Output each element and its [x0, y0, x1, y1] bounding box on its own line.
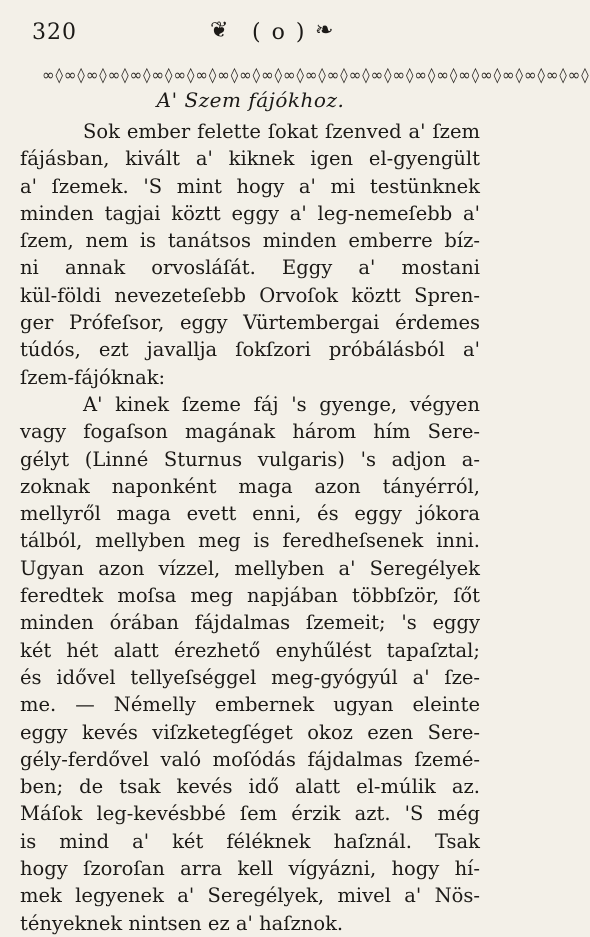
text-line: két hét alatt érezhető enyhűlést tapaſztal;	[20, 638, 480, 662]
ornamental-rule: ∞◊∞◊∞◊∞◊∞◊∞◊∞◊∞◊∞◊∞◊∞◊∞◊∞◊∞◊∞◊∞◊∞◊∞◊∞◊∞◊∞◊∞◊∞◊∞◊∞◊	[42, 66, 590, 84]
text-line: zoknak naponként maga azon tányérról,	[20, 474, 480, 498]
fleuron-right-icon: ❧	[315, 18, 334, 43]
text-line: minden tagjai köztt eggy a' leg-nemeſebb a'	[20, 201, 480, 225]
article-title: A' Szem fájókhoz.	[156, 88, 345, 112]
text-line: és idővel tellyeſséggel meg-gyógyúl a' ſze-	[20, 665, 480, 689]
text-line: is mind a' két féléknek haſznál. Tsak	[20, 829, 480, 853]
text-line: eggy kevés viſzketegſéget okoz ezen Sere-	[20, 720, 480, 744]
page-header	[20, 14, 481, 48]
text-line: ſzem-fájóknak:	[20, 365, 166, 389]
text-line: ni annak orvosláſát. Eggy a' mostani	[20, 256, 480, 280]
text-line: vagy fogaſson magának három hím Sere-	[20, 420, 480, 444]
fleuron-left-icon: ❦	[210, 18, 229, 43]
header-mark: ( o )	[252, 20, 307, 45]
text-line: feredtek moſsa meg napjában többſzör, ſőt	[20, 584, 480, 608]
text-line: a' ſzemek. 'S mint hogy a' mi testünknek	[20, 174, 480, 198]
text-line: ger Prófeſsor, eggy Vürtembergai érdemes	[20, 311, 480, 335]
text-line: ben; de tsak kevés idő alatt el-múlik az.	[20, 775, 480, 799]
text-line: gélyt (Linné Sturnus vulgaris) 's adjon a-	[20, 447, 480, 471]
text-line: Sok ember felette ſokat ſzenved a' ſzem	[83, 120, 480, 143]
text-line: túdós, ezt javallja ſokſzori próbálásból a'	[20, 338, 480, 362]
text-line: mellyről maga evett enni, és eggy jókora	[20, 502, 480, 526]
text-line: kül-földi nevezeteſebb Orvoſok köztt Spren-	[20, 283, 480, 307]
page-number: 320	[32, 20, 77, 45]
text-line: tálból, mellyben meg is feredheſsenek inni.	[20, 529, 480, 553]
text-line: minden órában fájdalmas ſzemeit; 's eggy	[20, 611, 480, 635]
text-line: Máſok leg-kevésbbé ſem érzik azt. 'S még	[20, 802, 480, 826]
article-body	[20, 118, 481, 937]
text-line: gély-ferdővel való moſódás fájdalmas ſzemé-	[20, 747, 480, 771]
text-line: mek legyenek a' Seregélyek, mivel a' Nös-	[20, 884, 480, 908]
text-line: A' kinek ſzeme fáj 's gyenge, végyen	[83, 392, 480, 416]
text-line: ſzem, nem is tanátsos minden emberre bíz-	[20, 229, 480, 253]
text-line: fájásban, kivált a' kiknek igen el-gyengült	[20, 147, 480, 171]
text-line: tényeknek nintsen ez a' haſznok.	[20, 911, 344, 935]
text-line: hogy ſzoroſan arra kell vígyázni, hogy hí-	[20, 857, 480, 881]
text-line: me. — Némelly embernek ugyan eleinte	[20, 693, 480, 717]
text-line: Ugyan azon vízzel, mellyben a' Seregélyek	[20, 556, 480, 580]
